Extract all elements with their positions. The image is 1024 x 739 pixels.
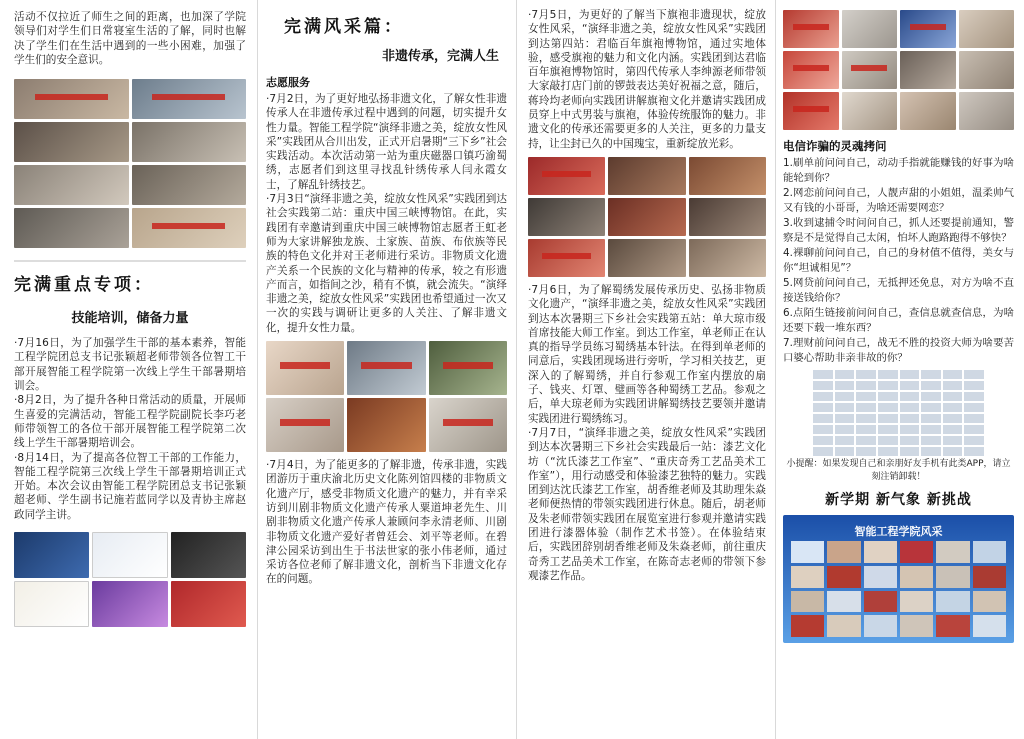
meeting-screenshot [92, 581, 167, 627]
paragraph: ·7月3日“演绎非遗之美，绽放女性风采”实践团到达社会实践第二站：重庆中国三峡博物馆。在此，实践团有幸邀请到重庆中国三峡博物馆志愿者王虹老师为大家讲解独龙族、土家族、苗族、布依族等民族的特色文化并对王老师进行采访。非物质文化遗产关系一个民族的文化与精神的传承，较之有形遗产而言，如指间之沙，稍有不慎，就会流失。“演绎非遗之美，绽放女性风采”实践团也希望通过一次又一次的实践与调研让更多的人关注、了解非遗文化，提升女性力量。 [266, 193, 507, 334]
paragraph: ·7月16日，为了加强学生干部的基本素养，智能工程学院团总支书记张颖超老师带领各位智工干部开展智能工程学院第一次线上学生干部暑期培训会。 [14, 337, 246, 393]
photo [132, 165, 247, 205]
fraud-question: 5.网贷前问问自己，无抵押还免息，对方为啥不直接送钱给你？ [783, 277, 1014, 304]
section-title: 完满风采篇： [284, 17, 404, 37]
paragraph: ·8月2日，为了提升各种日常活动的质量，开展师生喜爱的完满活动，智能工程学院副院长李巧老师带领智工的各位干部开展智能工程学院第二次线上学生干部暑期培训会。 [14, 394, 246, 450]
fraud-question: 3.收到逮捕令时问问自己，抓人还要提前通知，警察是不是觉得自己太闲，怕坏人跑路跑得不够快？ [783, 217, 1014, 244]
photo [347, 341, 425, 395]
column-1 [0, 0, 256, 739]
fraud-question-list [783, 156, 1014, 366]
divider [14, 260, 246, 262]
photo-collage-top [783, 10, 1014, 130]
photo [783, 92, 839, 130]
photo [689, 198, 766, 236]
college-poster [783, 515, 1014, 643]
column-2 [258, 0, 515, 739]
meeting-screenshot [14, 532, 89, 578]
photo [608, 157, 685, 195]
photo [266, 398, 344, 452]
photo [132, 208, 247, 248]
photo [266, 341, 344, 395]
photo [689, 157, 766, 195]
meeting-screenshot [14, 581, 89, 627]
paragraph: ·7月5日，为更好的了解当下旗袍非遗现状，绽放女性风采，“演绎非遗之美，绽放女性风采”实践团到达第四站：君临百年旗袍博物馆，通过实地体验，感受旗袍的魅力和文化内涵。实践团到达君临百年旗袍博物馆时，第四代传承人李绅源老师带领大家敲打店门前的锣鼓表达美好祝福之意，随后，蒋玲均老师向实践团讲解旗袍文化并邀请实践团成员穿上中式男装与旗袍，体验传统服饰的魅力。非遗文化的传承还需要更多的人关注，更多的力量支持，让尘封已久的中国瑰宝，重新绽放光彩。 [528, 9, 766, 150]
meeting-screenshot [171, 532, 246, 578]
poster-title: 智能工程学院风采 [854, 525, 943, 538]
closing-title: 新学期 新气象 新挑战 [825, 492, 972, 508]
photo [689, 239, 766, 277]
column-divider [775, 0, 776, 739]
photo [14, 208, 129, 248]
photo [528, 198, 605, 236]
photo-collage-heritage [266, 341, 507, 452]
column-3 [518, 0, 774, 739]
photo [14, 79, 129, 119]
photo-collage-dorm [14, 79, 246, 248]
photo [528, 239, 605, 277]
reminder-note: 小提醒：如果发现自己和亲朋好友手机有此类APP，请立刻注销卸载！ [786, 459, 1011, 482]
fraud-question: 2.网恋前问问自己，人靓声甜的小姐姐，温柔帅气又有钱的小哥哥，为啥还需要网恋？ [783, 187, 1014, 214]
fraud-question: 4.裸聊前问问自己，自己的身材值不值得，美女与你“坦诚相见”？ [783, 247, 1014, 274]
photo [900, 10, 956, 48]
photo [900, 92, 956, 130]
poster-photo-grid [791, 541, 1006, 637]
column-4 [777, 0, 1024, 739]
column-divider [516, 0, 517, 739]
app-icons [813, 370, 984, 456]
photo [347, 398, 425, 452]
photo [429, 398, 507, 452]
paragraph: ·7月4日，为了能更多的了解非遗，传承非遗，实践团游历于重庆渝北历史文化陈列馆四楼的非物质文化遗产厅，感受非物质文化遗产的魅力，并有幸采访到川剧非物质文化遗产传承人粟道坤老先生、川剧非物质文化遗产传承人兼顾问李永清老师、川剧非物质文化遗产爱好者曾廷会、刘平等老师。在碧津公园采访到出生于书法世家的张小伟老师，通过采访各位老师了解非遗文化，剖析当下非遗文化存在的问题。 [266, 459, 507, 586]
photo [528, 157, 605, 195]
fraud-question: 7.理财前问问自己，战无不胜的投资大师为啥要苦口婆心帮助非亲非故的你？ [783, 337, 1014, 364]
paragraph: ·7月7日，“演绎非遗之美，绽放女性风采”实践团到达本次暑期三下乡社会实践最后一站：漆艺文化坊（“沈氏漆艺工作室”、“重庆奇秀工艺品美术工作室”），用行动感受和体验漆艺独特的魅力。实践团到达沈氏漆艺工作室，胡香维老师及其助理朱焱老师便热情的带领实践团进行休息。随后，胡老师及朱老师带领实践团在展览室进行参观并邀请实践团进行漆器体验（制作艺术书签）。在体验结束后，实践团辞别胡香维老师及朱焱老师，前往重庆奇秀工艺品美术工作室，在陈奇志老师的带领下参观漆艺作品。 [528, 426, 766, 582]
section-title: 完满重点专项： [14, 275, 154, 296]
photo [14, 165, 129, 205]
photo-collage-qipao [528, 157, 766, 277]
photo-collage-meetings [14, 532, 246, 627]
fraud-section-title: 电信诈骗的灵魂拷问 [783, 139, 887, 153]
section-subtitle: 非遗传承，完满人生 [381, 49, 499, 64]
section-subtitle: 技能培训，储备力量 [71, 311, 189, 327]
photo [900, 51, 956, 89]
paragraph: ·7月6日，为了解蜀绣发展传承历史、弘扬非物质文化遗产，“演绎非遗之美，绽放女性风采”实践团到达本次暑期三下乡社会实践第五站：单大琼市级首席技能大师工作室。到达工作室，单老师正在认真的指导学员练习蜀绣基本针法。在得到单老师的同意后，实践团现场进行旁听，学习相关技艺，更深入的了解蜀绣，并自行参观工作室内摆放的扇子、钱夹、灯罩、璧画等各种蜀绣工艺品。参观之后，单大琼老师为实践团讲解蜀绣技艺要领并邀请实践团进行蜀绣练习。 [528, 283, 766, 425]
category-label: 志愿服务 [266, 76, 310, 89]
photo [14, 122, 129, 162]
photo [132, 79, 247, 119]
photo [842, 51, 898, 89]
photo [132, 122, 247, 162]
photo [608, 239, 685, 277]
fraud-question: 1.刷单前问问自己，动动手指就能赚钱的好事为啥能轮到你？ [783, 157, 1014, 184]
meeting-screenshot [171, 581, 246, 627]
photo [608, 198, 685, 236]
intro-paragraph: 活动不仅拉近了师生之间的距离，也加深了学院领导们对学生们日常寝室生活的了解，同时也解决了学生们在生活中遇到的一些小困难，加强了学生们的安全意识。 [14, 11, 246, 66]
paragraph: ·7月2日，为了更好地弘扬非遗文化，了解女性非遗传承人在非遗传承过程中遇到的问题，切实提升女性力量。智能工程学院“演绎非遗之美，绽放女性风采”实践团从合川出发，正式开启暑期“三下乡”社会实践活动。本次活动第一站为重庆磁器口镇巧渝蜀绣，志愿者们到这里寻找乱针绣传承人闫永霞女士，了解乱针绣技艺。 [266, 93, 507, 191]
photo [842, 92, 898, 130]
photo [429, 341, 507, 395]
app-icon-grid [813, 370, 984, 456]
meeting-screenshot [92, 532, 167, 578]
photo [959, 51, 1015, 89]
photo [783, 10, 839, 48]
photo [959, 10, 1015, 48]
fraud-question: 6.点陌生链接前问问自己，查信息就查信息，为啥还要下载一堆东西？ [783, 307, 1014, 334]
photo [959, 92, 1015, 130]
paragraph: ·8月14日，为了提高各位智工干部的工作能力，智能工程学院第三次线上学生干部暑期培训正式开始。本次会议由智能工程学院团总支书记张颖超老师、学生副书记施若蓝同学以及青协主席赵政同学主讲。 [14, 451, 246, 521]
photo [783, 51, 839, 89]
photo [842, 10, 898, 48]
